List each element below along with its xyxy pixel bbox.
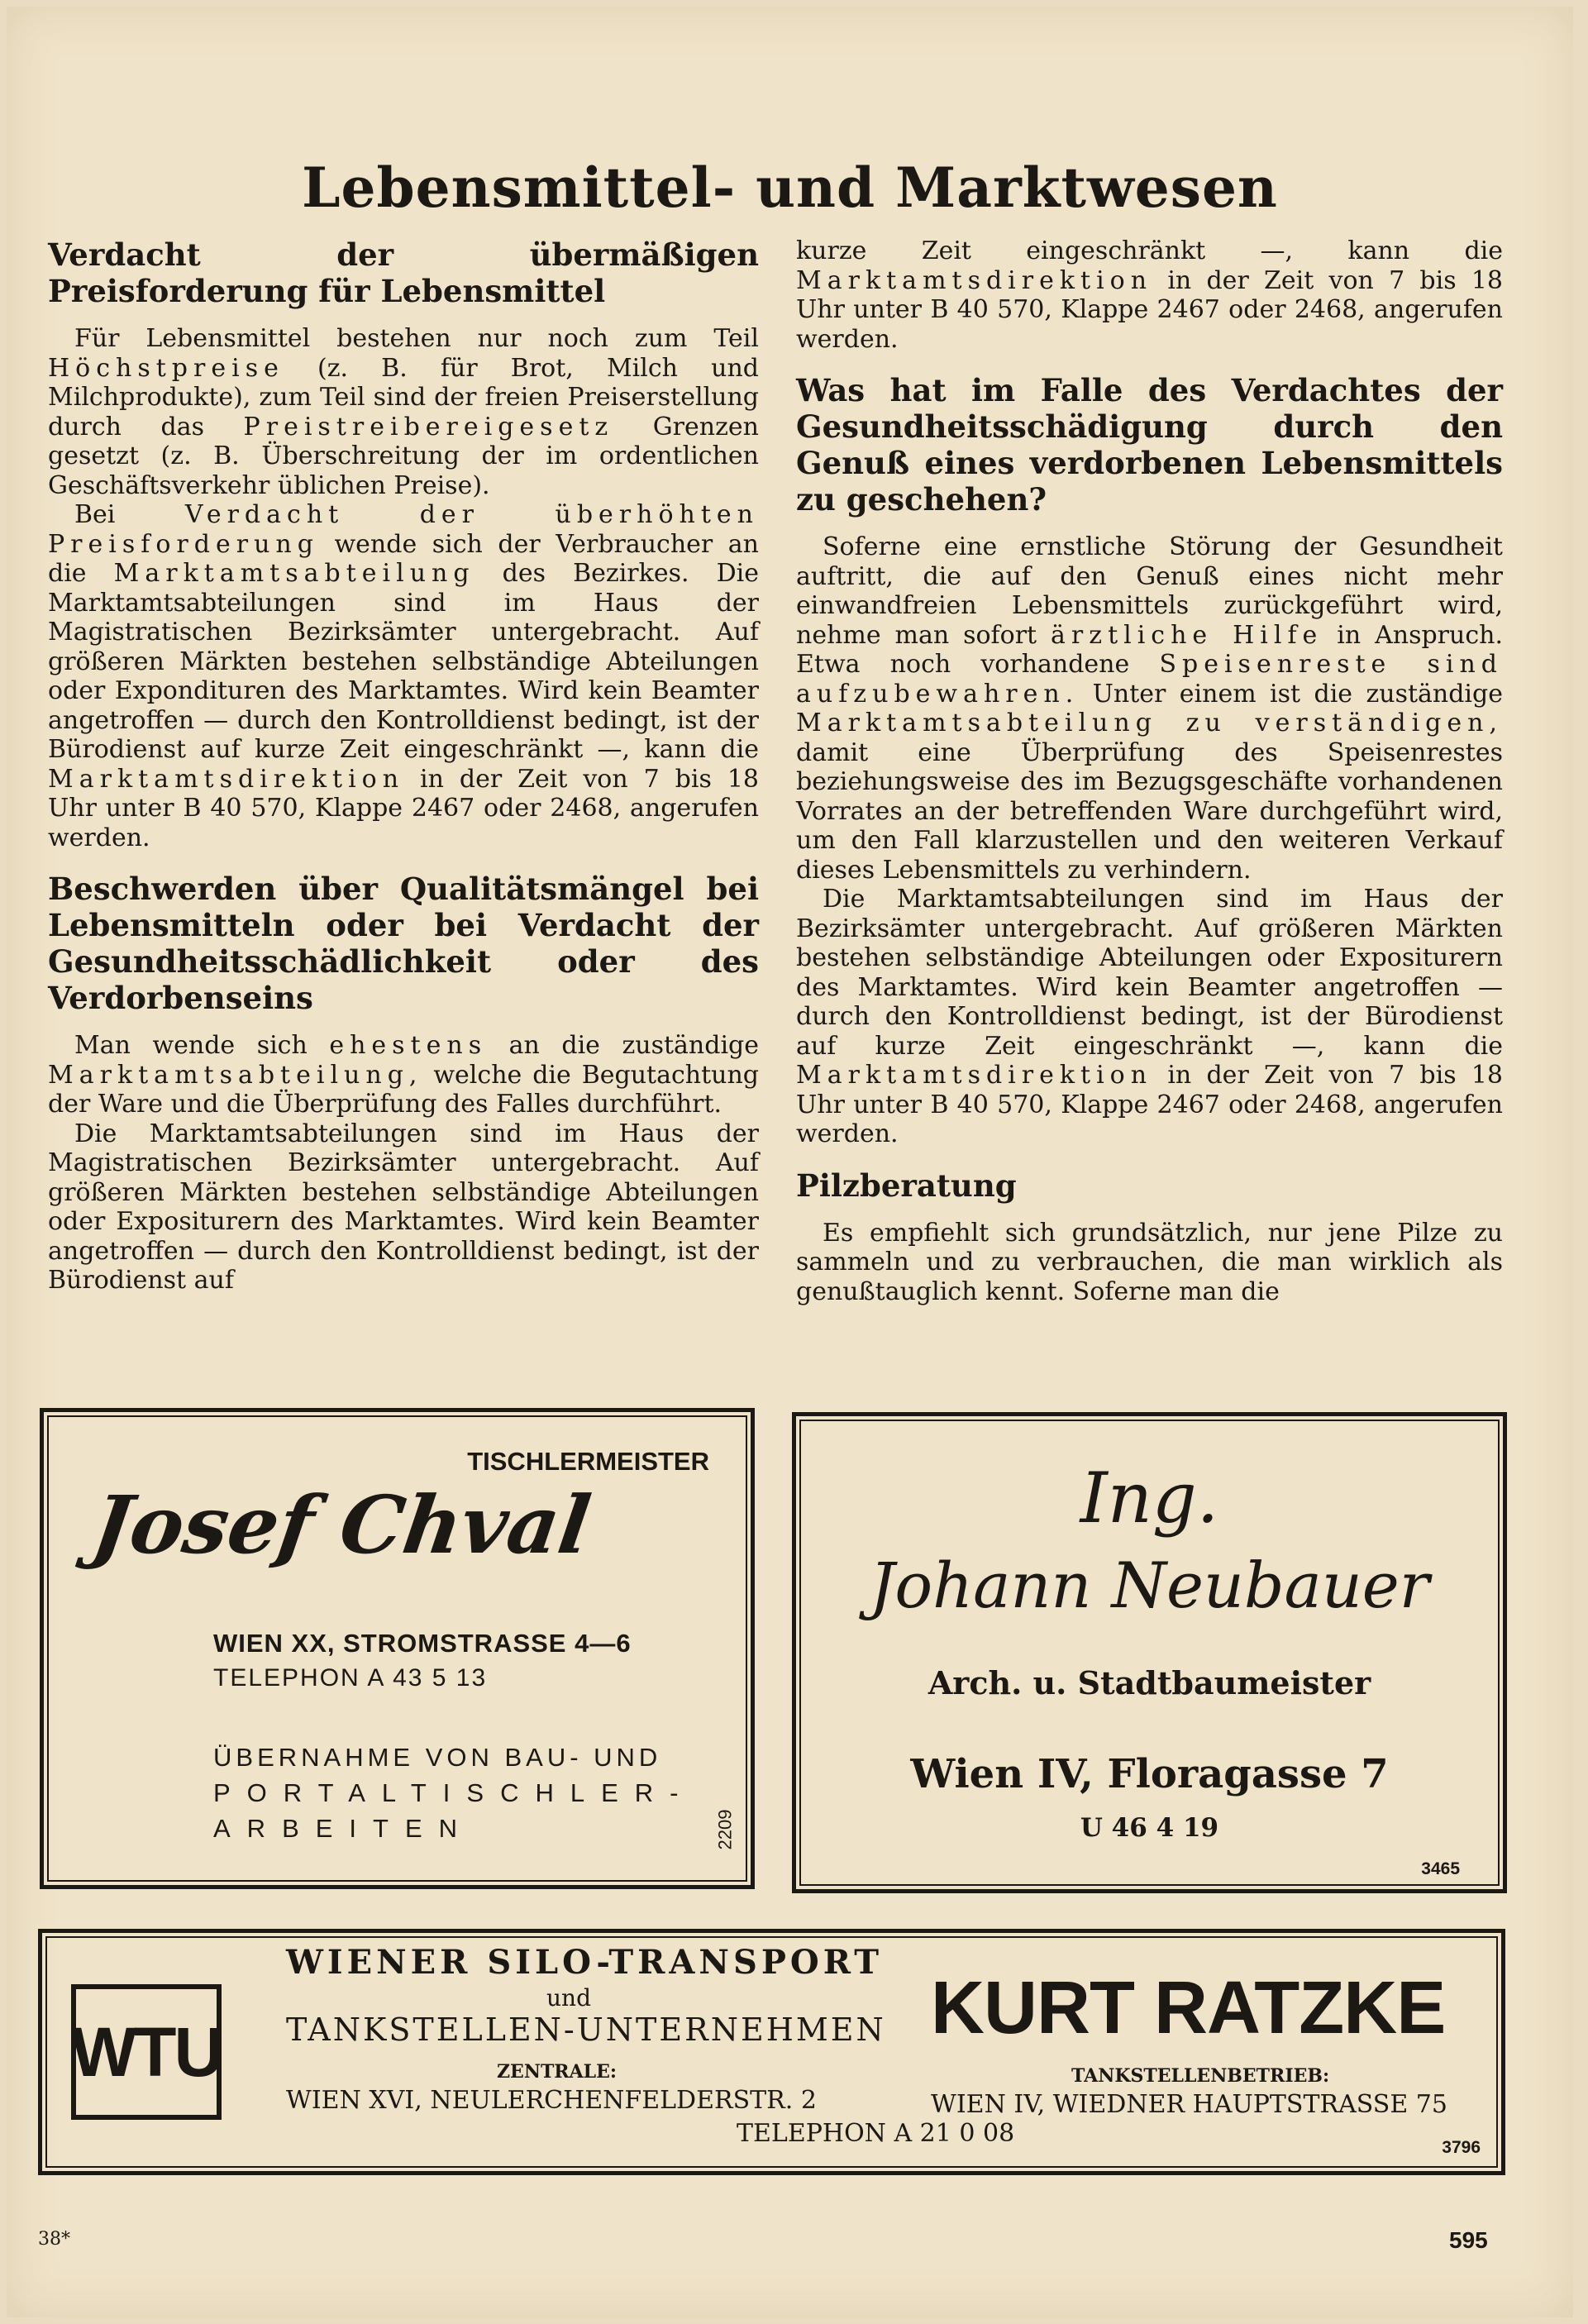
- paragraph: Bei Verdacht der überhöhten Preisforderung wende sich der Verbraucher an die Marktamtsabteilung des Bezirkes. Die Marktamtsabteilungen sind im Haus der Magistratischen Bezirksämter untergebracht. Auf größeren Märkten bestehen selbständige Abteilungen oder Expondituren des Marktamtes. Wird kein Beamter angetroffen — durch den Kontrolldienst bedingt, ist der Bürodienst auf kurze Zeit eingeschränkt —, kann die Marktamtsdirektion in der Zeit von 7 bis 18 Uhr unter B 40 570, Klappe 2467 oder 2468, angerufen werden.: [48, 500, 759, 852]
- section-heading: Was hat im Falle des Verdachtes der Gesundheitsschädigung durch den Genuß eines verdorbenen Lebensmittels zu geschehen?: [796, 372, 1503, 518]
- section-heading: Pilzberatung: [796, 1167, 1017, 1204]
- section-heading: Verdacht der übermäßigen Preisforderung für Lebensmittel: [48, 236, 759, 309]
- ad-phone: TELEPHON A 43 5 13: [213, 1664, 488, 1692]
- left-column: [48, 236, 759, 1296]
- ad-service-line: ÜBERNAHME VON BAU- UND: [213, 1743, 662, 1772]
- ad-neubauer: [792, 1412, 1507, 1893]
- ad-address: WIEN XX, STROMSTRASSE 4—6: [213, 1629, 632, 1658]
- page-number: 595: [1449, 2227, 1488, 2253]
- ad-code: 2209: [714, 1809, 736, 1850]
- ad-address: WIEN IV, WIEDNER HAUPTSTRASSE 75: [931, 2090, 1447, 2119]
- section-heading: Beschwerden über Qualitätsmängel bei Lebensmitteln oder bei Verdacht der Gesundheitsschädlichkeit oder des Verdorbenseins: [48, 871, 759, 1016]
- ad-title: Ing.: [1080, 1458, 1219, 1539]
- ad-phone: U 46 4 19: [1080, 1813, 1219, 1843]
- paragraph: Soferne eine ernstliche Störung der Gesundheit auftritt, die auf den Genuß eines nicht mehr einwandfreien Lebensmittels zurückgeführt wird, nehme man sofort ärztliche Hilfe in Anspruch. Etwa noch vorhandene Speisenreste sind aufzubewahren. Unter einem ist die zuständige Marktamtsabteilung zu verständigen, damit eine Überprüfung des Speisenrestes beziehungsweise des im Bezugsgeschäfte vorhandenen Vorrates an der betreffenden Ware durchgeführt wird, um den Fall klarzustellen und den weiteren Verkauf dieses Lebensmittels zu verhindern.: [796, 532, 1503, 885]
- ad-service-line: ARBEITEN: [213, 1814, 474, 1843]
- ad-phone: TELEPHON A 21 0 08: [737, 2119, 1015, 2148]
- ad-code: 3465: [1421, 1859, 1460, 1878]
- ad-address: Wien IV, Floragasse 7: [910, 1751, 1389, 1797]
- ad-und: und: [546, 1984, 591, 2011]
- ad-company-line: TANKSTELLEN-UNTERNEHMEN: [286, 2011, 886, 2048]
- paragraph: Für Lebensmittel bestehen nur noch zum Teil Höchstpreise (z. B. für Brot, Milch und Milchprodukte), zum Teil sind der freien Preiserstellung durch das Preistreibereigesetz Grenzen gesetzt (z. B. Überschreitung der im ordentlichen Geschäftsverkehr üblichen Preise).: [48, 324, 759, 500]
- ad-code: 3796: [1442, 2138, 1481, 2157]
- ad-ratzke: [38, 1929, 1505, 2175]
- ad-service-line: PORTALTISCHLER-: [213, 1778, 695, 1807]
- ad-name: Johann Neubauer: [869, 1549, 1430, 1622]
- paragraph: Man wende sich ehestens an die zuständige Marktamtsabteilung, welche die Begutachtung der Ware und die Überprüfung des Falles durchführt.: [48, 1031, 759, 1119]
- paragraph: Es empfiehlt sich grundsätzlich, nur jene Pilze zu sammeln und zu verbrauchen, die man wirklich als genußtauglich kennt. Soferne man die: [796, 1218, 1503, 1306]
- page-title: Lebensmittel- und Marktwesen: [302, 155, 1278, 220]
- ad-company-line: WIENER SILO-TRANSPORT: [286, 1943, 884, 1982]
- right-column: [796, 236, 1503, 1306]
- page: [7, 7, 1573, 2317]
- footer-mark: 38*: [38, 2229, 70, 2250]
- wtu-logo: WTU: [71, 1984, 222, 2120]
- ad-label: TANKSTELLENBETRIEB:: [1071, 2065, 1330, 2087]
- ad-name: KURT RATZKE: [931, 1967, 1446, 2050]
- paragraph: kurze Zeit eingeschränkt —, kann die Marktamtsdirektion in der Zeit von 7 bis 18 Uhr unter B 40 570, Klappe 2467 oder 2468, angerufen werden.: [796, 236, 1504, 354]
- ad-name-signature: Josef Chval: [87, 1478, 596, 1572]
- ad-chval: [40, 1408, 755, 1889]
- ad-address: WIEN XVI, NEULERCHENFELDERSTR. 2: [286, 2086, 817, 2115]
- ad-label: ZENTRALE:: [497, 2061, 618, 2083]
- ad-profession: Arch. u. Stadtbaumeister: [928, 1664, 1371, 1701]
- paragraph: Die Marktamtsabteilungen sind im Haus der Magistratischen Bezirksämter untergebracht. Auf größeren Märkten bestehen selbständige Abteilungen oder Expositurern des Marktamtes. Wird kein Beamter angetroffen — durch den Kontrolldienst bedingt, ist der Bürodienst auf: [48, 1119, 759, 1295]
- paragraph: Die Marktamtsabteilungen sind im Haus der Bezirksämter untergebracht. Auf größeren Märkten bestehen selbständige Abteilungen oder Expositurern des Marktamtes. Wird kein Beamter angetroffen — durch den Kontrolldienst bedingt, ist der Bürodienst auf kurze Zeit eingeschränkt —, kann die Marktamtsdirektion in der Zeit von 7 bis 18 Uhr unter B 40 570, Klappe 2467 oder 2468, angerufen werden.: [796, 885, 1504, 1148]
- ad-trade: TISCHLERMEISTER: [467, 1447, 709, 1476]
